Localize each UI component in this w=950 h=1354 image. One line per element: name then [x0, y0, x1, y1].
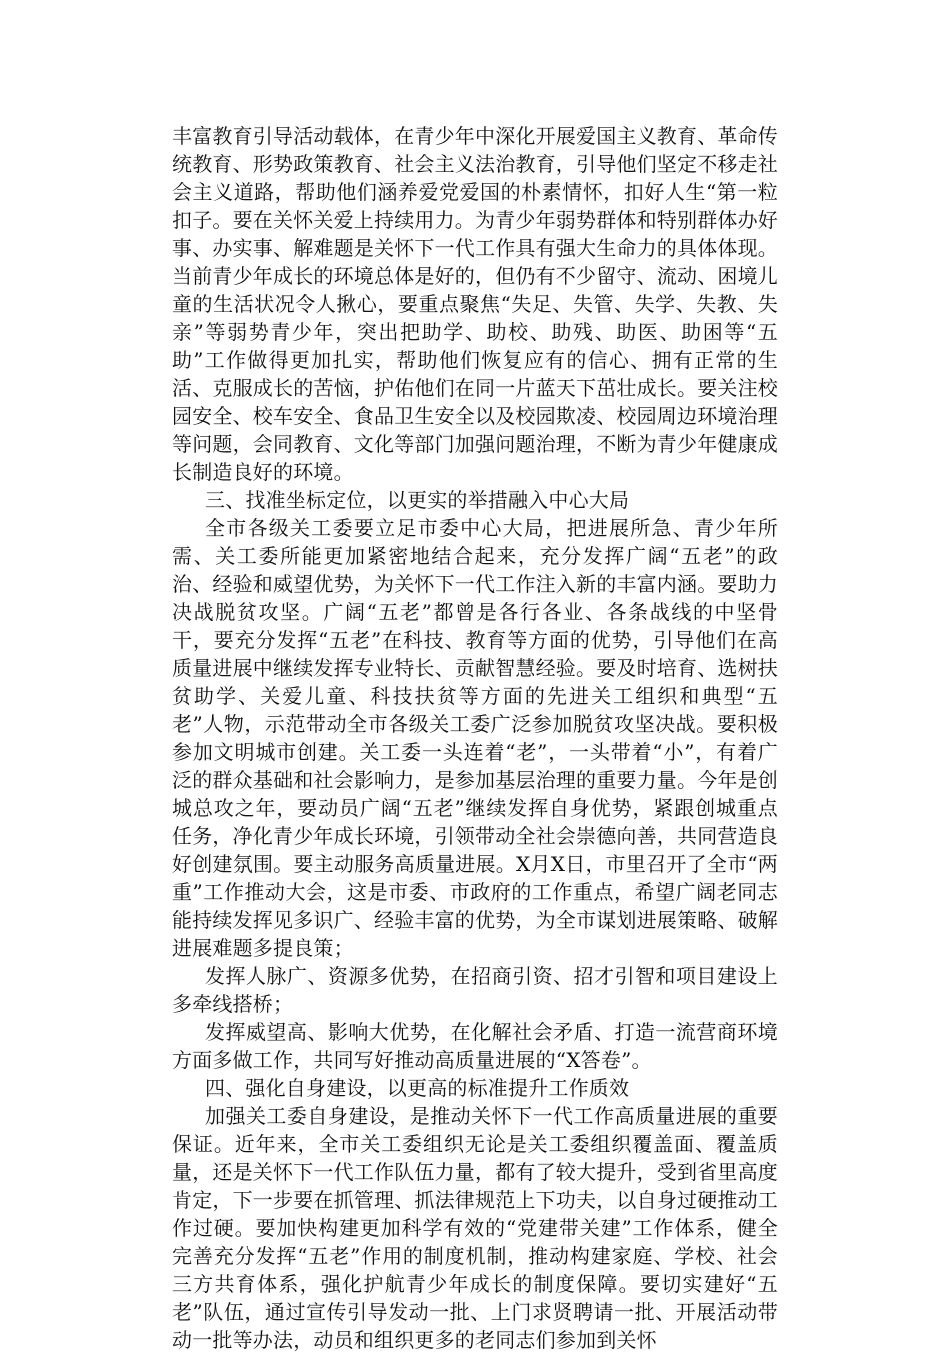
section-heading-4: 四、强化自身建设，以更高的标准提升工作质效: [205, 1076, 630, 1100]
body-paragraph: 发挥人脉广、资源多优势，在招商引资、招才引智和项目建设上多牵线搭桥；: [172, 964, 778, 1016]
body-paragraph: 全市各级关工委要立足市委中心大局，把进展所急、青少年所需、关工委所能更加紧密地结合起来，充分发挥广阔“五老”的政治、经验和威望优势，为关怀下一代工作注入新的丰富内涵。要助力决战脱贫攻坚。广阔“五老”都曾是各行各业、各条战线的中坚骨干，要充分发挥“五老”在科技、教育等方面的优势，引导他们在高质量进展中继续发挥专业特长、贡献智慧经验。要及时培育、选树扶贫助学、关爱儿童、科技扶贫等方面的先进关工组织和典型“五老”人物，示范带动全市各级关工委广泛参加脱贫攻坚决战。要积极参加文明城市创建。关工委一头连着“老”，一头带着“小”，有着广泛的群众基础和社会影响力，是参加基层治理的重要力量。今年是创城总攻之年，要动员广阔“五老”继续发挥自身优势，紧跟创城重点任务，净化青少年成长环境，引领带动全社会崇德向善，共同营造良好创建氛围。要主动服务高质量进展。X月X日，市里召开了全市“两重”工作推动大会，这是市委、市政府的工作重点，希望广阔老同志能持续发挥见多识广、经验丰富的优势，为全市谋划进展策略、破解进展难题多提良策；: [172, 516, 778, 960]
body-paragraph: 发挥威望高、影响大优势，在化解社会矛盾、打造一流营商环境方面多做工作，共同写好推动高质量进展的“X答卷”。: [172, 1020, 778, 1072]
body-paragraph-continued: 丰富教育引导活动载体，在青少年中深化开展爱国主义教育、革命传统教育、形势政策教育、社会主义法治教育，引导他们坚定不移走社会主义道路，帮助他们涵养爱党爱国的朴素情怀，扣好人生“第一粒扣子。要在关怀关爱上持续用力。为青少年弱势群体和特别群体办好事、办实事、解难题是关怀下一代工作具有强大生命力的具体体现。当前青少年成长的环境总体是好的，但仍有不少留守、流动、困境儿童的生活状况令人揪心，要重点聚焦“失足、失管、失学、失教、失亲”等弱势青少年，突出把助学、助校、助残、助医、助困等“五助”工作做得更加扎实，帮助他们恢复应有的信心、拥有正常的生活、克服成长的苦恼，护佑他们在同一片蓝天下茁壮成长。要关注校园安全、校车安全、食品卫生安全以及校园欺凌、校园周边环境治理等问题，会同教育、文化等部门加强问题治理，不断为青少年健康成长制造良好的环境。: [172, 124, 778, 484]
section-heading-3: 三、找准坐标定位，以更实的举措融入中心大局: [205, 488, 630, 512]
document-body: [172, 122, 778, 1354]
body-paragraph: 加强关工委自身建设，是推动关怀下一代工作高质量进展的重要保证。近年来，全市关工委组织无论是关工委组织覆盖面、覆盖质量，还是关怀下一代工作队伍力量，都有了较大提升，受到省里高度肯定，下一步要在抓管理、抓法律规范上下功夫，以自身过硬推动工作过硬。要加快构建更加科学有效的“党建带关建”工作体系，健全完善充分发挥“五老”作用的制度机制，推动构建家庭、学校、社会三方共育体系，强化护航青少年成长的制度保障。要切实建好“五老”队伍，通过宣传引导发动一批、上门求贤聘请一批、开展活动带动一批等办法，动员和组织更多的老同志们参加到关怀: [172, 1104, 778, 1352]
